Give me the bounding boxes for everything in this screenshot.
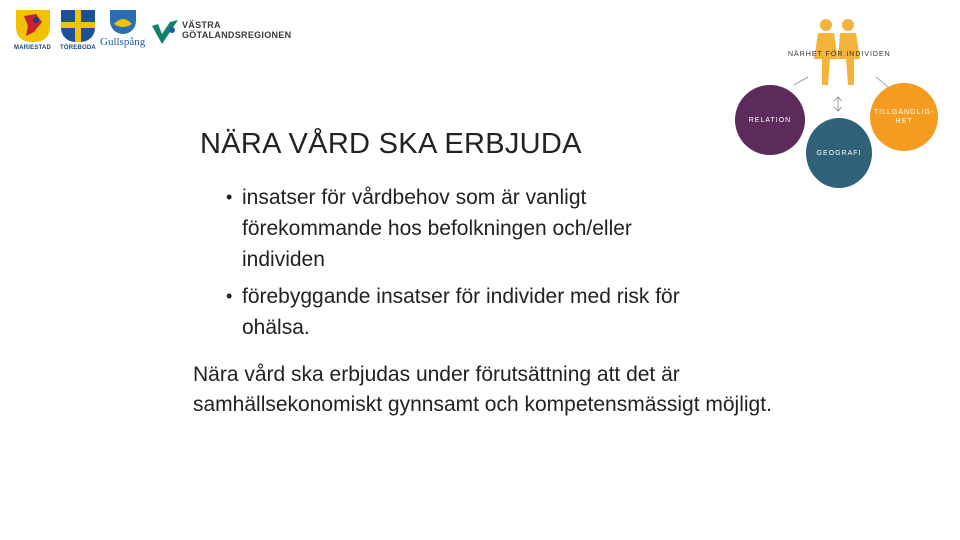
vgr-check-icon xyxy=(150,18,180,46)
vgr-line1: VÄSTRA xyxy=(182,20,221,30)
geografi-label: GEOGRAFI xyxy=(816,149,862,157)
relation-circle xyxy=(735,85,805,155)
bullet-icon: • xyxy=(226,286,233,306)
mariestad-shield-icon xyxy=(16,10,50,42)
gullspang-logo xyxy=(100,10,145,48)
narhet-label: NÄRHET FÖR INDIVIDEN xyxy=(788,51,891,58)
mariestad-logo xyxy=(14,10,51,51)
bullet-icon: • xyxy=(226,187,233,207)
tillganglighet-label: TILLGÄNGLIG- HET xyxy=(873,109,935,125)
bullet-item xyxy=(226,281,686,343)
relation-label: RELATION xyxy=(748,116,792,124)
slide-title: NÄRA VÅRD SKA ERBJUDA xyxy=(200,128,582,160)
gullspang-shield-icon xyxy=(110,10,136,34)
toreboda-shield-icon xyxy=(61,10,95,42)
toreboda-label: TÖREBODA xyxy=(60,45,96,51)
toreboda-logo xyxy=(60,10,96,51)
tillganglighet-circle xyxy=(870,83,938,151)
bullet-text: insatser för vårdbehov som är vanligt förekommande hos befolkningen och/eller individen xyxy=(242,186,632,271)
vgr-line2: GÖTALANDSREGIONEN xyxy=(182,30,292,40)
narhet-diagram xyxy=(730,15,960,195)
geografi-circle xyxy=(806,118,872,188)
condition-paragraph: Nära vård ska erbjudas under förutsättning att det är samhällsekonomiskt gynnsamt och kompetensmässigt möjligt. xyxy=(193,363,772,416)
gullspang-label: Gullspång xyxy=(100,36,146,48)
bullet-text: förebyggande insatser för individer med risk för ohälsa. xyxy=(242,285,680,339)
mariestad-label: MARIESTAD xyxy=(14,45,52,51)
bullet-list xyxy=(226,182,686,349)
bullet-item xyxy=(226,182,686,275)
vgr-text xyxy=(182,20,291,40)
